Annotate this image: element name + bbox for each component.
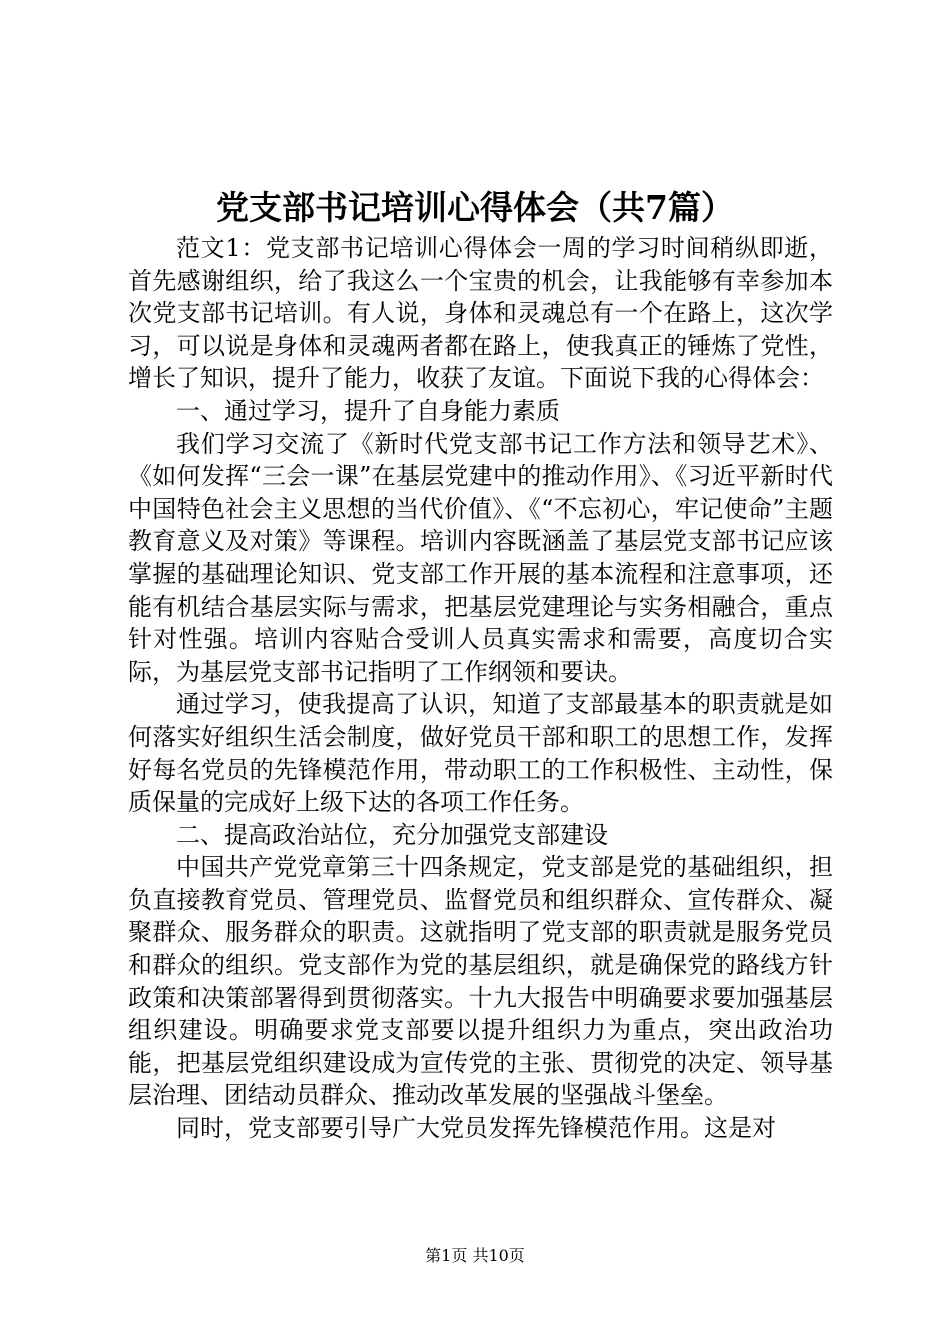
paragraph-party-constitution: 中国共产党党章第三十四条规定，党支部是党的基础组织，担负直接教育党员、管理党员、监督党员和组织群众、宣传群众、凝聚群众、服务群众的职责。这就指明了党支部的职责就是服务党员和群众的组织。党支部作为党的基层组织，就是确保党的路线方针政策和决策部署得到贯彻落实。十九大报告中明确要求要加强基层组织建设。明确要求党支部要以提升组织力为重点，突出政治功能，把基层党组织建设成为宣传党的主张、贯彻党的决定、领导基层治理、团结动员群众、推动改革发展的坚强战斗堡垒。 — [128, 853, 833, 1110]
section-heading-1: 一、通过学习，提升了自身能力素质 — [176, 396, 560, 425]
paragraph-intro: 范文1：党支部书记培训心得体会一周的学习时间稍纵即逝，首先感谢组织，给了我这么一个宝贵的机会，让我能够有幸参加本次党支部书记培训。有人说，身体和灵魂总有一个在路上，这次学习，可以说是身体和灵魂两者都在路上，使我真正的锤炼了党性，增长了知识，提升了能力，收获了友谊。下面说下我的心得体会： — [128, 234, 833, 393]
paragraph-courses: 我们学习交流了《新时代党支部书记工作方法和领导艺术》、《如何发挥“三会一课”在基层党建中的推动作用》、《习近平新时代中国特色社会主义思想的当代价值》、《“不忘初心，牢记使命”主题教育意义及对策》等课程。培训内容既涵盖了基层党支部书记应该掌握的基础理论知识、党支部工作开展的基本流程和注意事项，还能有机结合基层实际与需求，把基层党建理论与实务相融合，重点针对性强。培训内容贴合受训人员真实需求和需要，高度切合实际，为基层党支部书记指明了工作纲领和要诀。 — [128, 429, 833, 686]
paragraph-understanding: 通过学习，使我提高了认识，知道了支部最基本的职责就是如何落实好组织生活会制度，做好党员干部和职工的思想工作，发挥好每名党员的先锋模范作用，带动职工的工作积极性、主动性，保质保量的完成好上级下达的各项工作任务。 — [128, 690, 833, 817]
paragraph-vanguard: 同时，党支部要引导广大党员发挥先锋模范作用。这是对 — [176, 1114, 776, 1143]
document-body — [128, 232, 833, 1145]
document-title: 党支部书记培训心得体会（共7篇） — [216, 188, 734, 227]
page-footer: 第1页 共10页 — [425, 1246, 525, 1265]
section-heading-2: 二、提高政治站位，充分加强党支部建设 — [176, 820, 608, 849]
